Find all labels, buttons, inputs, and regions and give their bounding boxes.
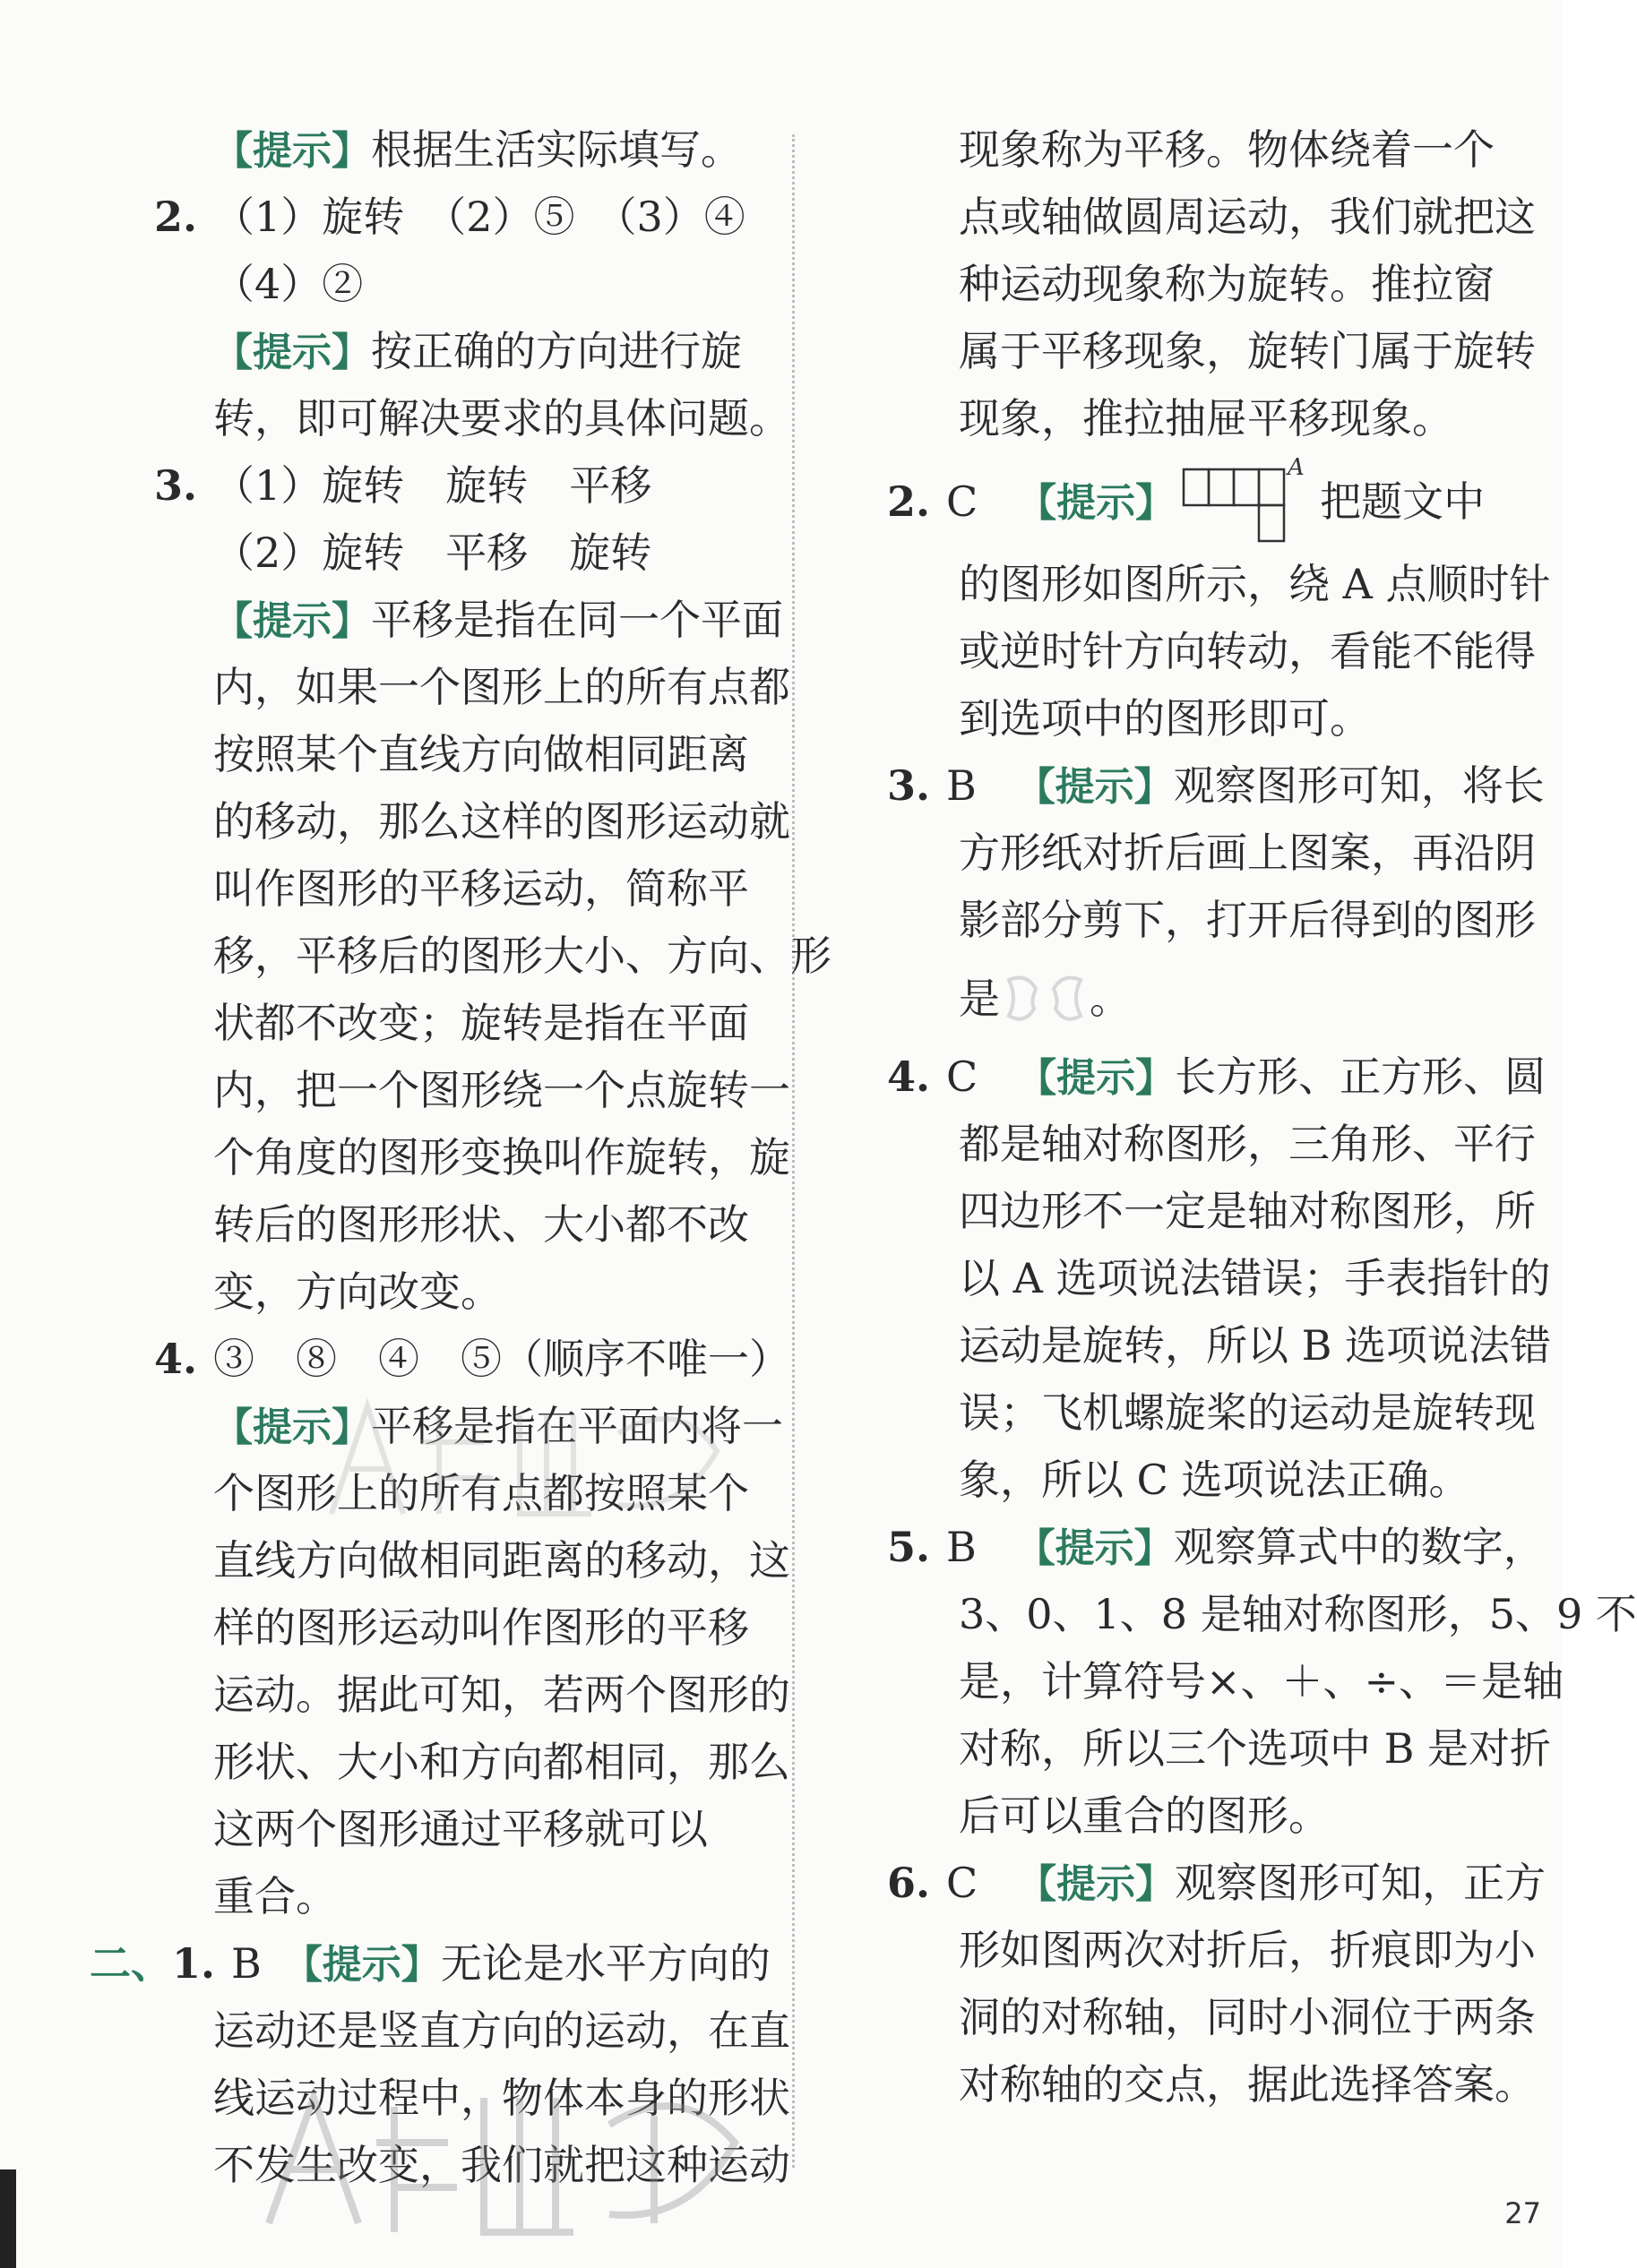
answer-line: 属于平移现象，旋转门属于旋转	[959, 327, 1536, 375]
answer-line: （4）②	[213, 260, 364, 308]
watermark-logo	[233, 2062, 771, 2250]
answer-line: 不发生改变，我们就把这种运动	[213, 2141, 790, 2189]
answer-line: 个角度的图形变换叫作旋转，旋	[213, 1133, 790, 1181]
answer-line: 的移动，那么这样的图形运动就	[213, 797, 790, 846]
answer-line: 形状、大小和方向都相同，那么	[213, 1738, 790, 1786]
answer-line: 2. （1）旋转 （2）⑤ （3）④	[154, 193, 745, 241]
answer-line: 是，计算符号×、＋、÷、＝是轴	[959, 1657, 1564, 1705]
answer-line: 2. C 【提示】 A 把题文中	[887, 452, 1514, 551]
answer-line: 对称轴的交点，据此选择答案。	[959, 2060, 1536, 2109]
answer-line: 状都不改变；旋转是指在平面	[213, 999, 749, 1047]
left-column	[90, 116, 831, 2199]
answer-line: 洞的对称轴，同时小洞位于两条	[959, 1993, 1536, 2041]
answer-line: 按照某个直线方向做相同距离	[213, 730, 749, 778]
answer-line: 点或轴做圆周运动，我们就把这	[959, 193, 1536, 241]
watermark-logo	[305, 1379, 771, 1541]
answer-line: 【提示】根据生活实际填写。	[213, 125, 742, 174]
answer-line: 误；飞机螺旋桨的运动是旋转现	[959, 1388, 1536, 1437]
answer-line: 叫作图形的平移运动，简称平	[213, 864, 749, 913]
answer-line: 种运动现象称为旋转。推拉窗	[959, 260, 1495, 308]
answer-line: 内，把一个图形绕一个点旋转一	[213, 1066, 790, 1114]
answer-line: 转后的图形形状、大小都不改	[213, 1200, 749, 1249]
answer-line: 5. B 【提示】观察算式中的数字，	[887, 1523, 1545, 1571]
pattern-figure	[1000, 971, 1090, 1034]
answer-line: 是 。	[887, 954, 1514, 1044]
answer-line: 4. C 【提示】长方形、正方形、圆	[887, 1052, 1547, 1101]
answer-line: 运动是旋转，所以 B 选项说法错	[959, 1321, 1552, 1370]
answer-line: 对称，所以三个选项中 B 是对折	[959, 1724, 1552, 1773]
answer-line: 形如图两次对折后，折痕即为小	[959, 1926, 1536, 1974]
answer-line: 都是轴对称图形，三角形、平行	[959, 1120, 1536, 1168]
answer-line: 6. C 【提示】观察图形可知，正方	[887, 1859, 1547, 1907]
answer-line: 内，如果一个图形上的所有点都	[213, 663, 790, 711]
answer-line: 二、1. B 【提示】无论是水平方向的	[90, 1939, 771, 1988]
answer-line: 或逆时针方向转动，看能不能得	[959, 627, 1536, 675]
answer-line: 线运动过程中，物体本身的形状	[213, 2074, 790, 2122]
page-number: 27	[1504, 2196, 1541, 2230]
answer-line: 现象称为平移。物体绕着一个	[959, 125, 1495, 174]
answer-line: 方形纸对折后画上图案，再沿阴	[959, 829, 1536, 877]
answer-line: 【提示】平移是指在平面内将一	[213, 1402, 783, 1450]
answer-line: 移，平移后的图形大小、方向、形	[213, 932, 831, 980]
answer-line: 3. （1）旋转 旋转 平移	[154, 461, 652, 510]
answer-line: 3、0、1、8 是轴对称图形，5、9 不	[959, 1590, 1637, 1638]
page-binding-edge	[0, 2169, 16, 2268]
answer-line: 的图形如图所示，绕 A 点顺时针	[959, 560, 1551, 608]
answer-line: 变，方向改变。	[213, 1267, 502, 1316]
grid-shape-figure	[1180, 454, 1314, 554]
answer-line: 个图形上的所有点都按照某个	[213, 1469, 749, 1517]
answer-line: 到选项中的图形即可。	[959, 694, 1371, 743]
answer-line: 4. ③ ⑧ ④ ⑤（顺序不唯一）	[154, 1335, 790, 1383]
answer-line: 运动。据此可知，若两个图形的	[213, 1671, 790, 1719]
answer-line: 【提示】平移是指在同一个平面	[213, 596, 783, 644]
answer-line: 四边形不一定是轴对称图形，所	[959, 1187, 1536, 1235]
answer-line: 现象，推拉抽屉平移现象。	[959, 394, 1453, 442]
answer-line: 重合。	[213, 1872, 337, 1920]
point-a-label: A	[1288, 454, 1305, 481]
answer-line: 3. B 【提示】观察图形可知，将长	[887, 761, 1545, 810]
answer-line: 象，所以 C 选项说法正确。	[959, 1456, 1470, 1504]
right-column	[887, 116, 1637, 2118]
answer-line: 运动还是竖直方向的运动，在直	[213, 2006, 790, 2055]
answer-line: 转，即可解决要求的具体问题。	[213, 394, 790, 442]
answer-line: 影部分剪下，打开后得到的图形	[959, 896, 1536, 944]
answer-line: 【提示】按正确的方向进行旋	[213, 327, 742, 375]
answer-line: （2）旋转 平移 旋转	[213, 528, 652, 577]
answer-line: 样的图形运动叫作图形的平移	[213, 1603, 749, 1652]
answer-line: 这两个图形通过平移就可以	[213, 1805, 708, 1853]
answer-line: 直线方向做相同距离的移动，这	[213, 1536, 790, 1585]
answer-line: 后可以重合的图形。	[959, 1791, 1330, 1840]
answer-line: 以 A 选项说法错误；手表指针的	[959, 1254, 1551, 1302]
column-divider	[792, 134, 795, 2168]
